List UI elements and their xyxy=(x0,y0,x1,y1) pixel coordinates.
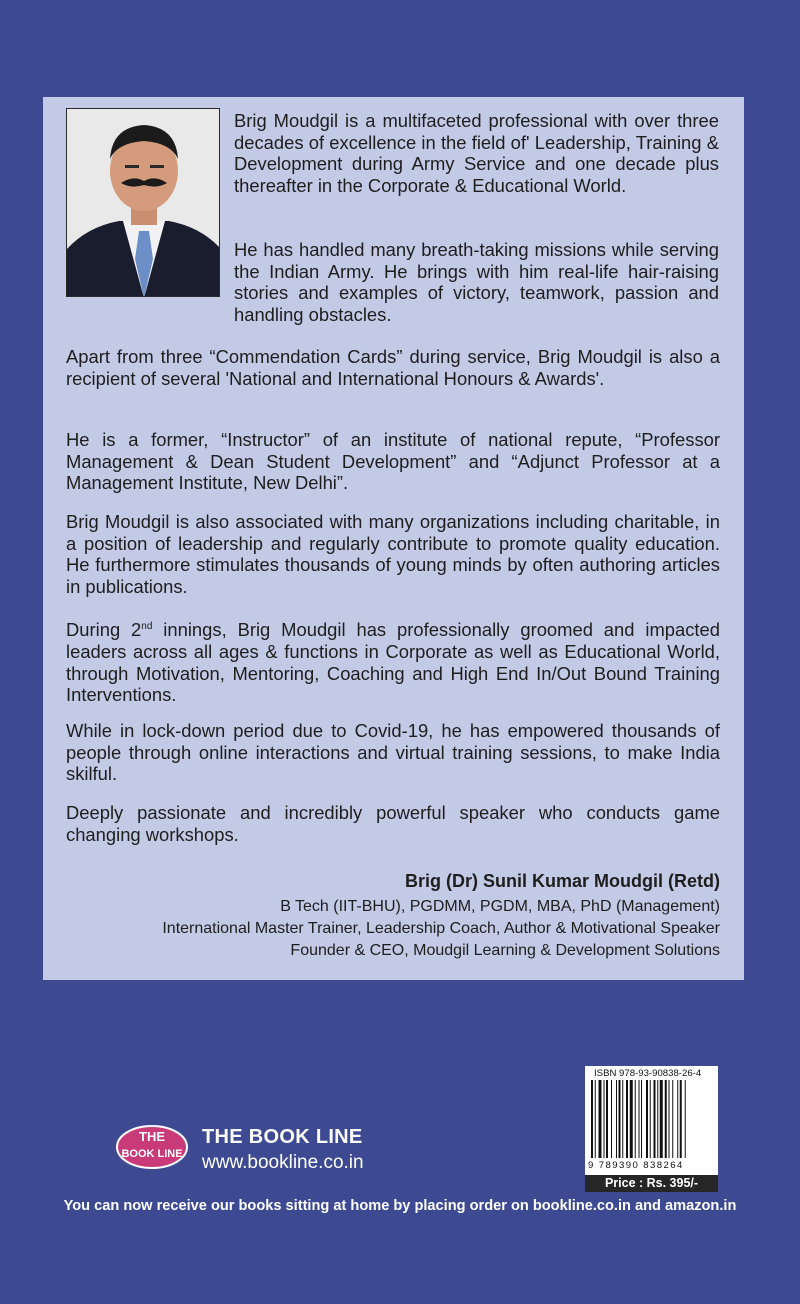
barcode-bar xyxy=(680,1080,682,1158)
bio-paragraph: Apart from three “Commendation Cards” during service, Brig Moudgil is also a recipient of several 'National and International Honours & Awards'. xyxy=(66,346,720,389)
barcode-bar xyxy=(635,1080,636,1158)
barcode-bar xyxy=(591,1080,593,1158)
barcode-bar xyxy=(654,1080,656,1158)
author-roles: International Master Trainer, Leadership Coach, Author & Motivational Speaker xyxy=(162,920,720,937)
innings-text-after: innings, Brig Moudgil has professionally groomed and impacted leaders across all ages & functions in Corporate as well as Educational World, through Motivation, Mentoring, Coaching and High End In/Out Bound Training Interventions. xyxy=(66,619,721,706)
logo-text-bottom: BOOK LINE xyxy=(121,1148,183,1160)
barcode-bar xyxy=(616,1080,617,1158)
barcode-bar xyxy=(646,1080,648,1158)
barcode-bar xyxy=(657,1080,658,1158)
author-position: Founder & CEO, Moudgil Learning & Development Solutions xyxy=(290,942,720,959)
barcode-bar xyxy=(641,1080,642,1158)
barcode-bar xyxy=(622,1080,623,1158)
barcode-bar xyxy=(626,1080,628,1158)
barcode-bar xyxy=(599,1080,602,1158)
barcode-bar xyxy=(595,1080,596,1158)
barcode-bar xyxy=(619,1080,621,1158)
order-note: You can now receive our books sitting at home by placing order on bookline.co.in and amazon.in xyxy=(63,1198,737,1214)
bio-paragraph: Brig Moudgil is a multifaceted professional with over three decades of excellence in the field of' Leadership, Training & Development during Army Service and one decade plus thereafter in the Corporate & Educational World. xyxy=(234,110,719,197)
bio-paragraph: While in lock-down period due to Covid-19, he has empowered thousands of people through online interactions and virtual training sessions, to make India skilful. xyxy=(66,720,720,785)
barcode-bar xyxy=(639,1080,640,1158)
innings-superscript: nd xyxy=(141,621,153,632)
barcode-bar xyxy=(650,1080,651,1158)
barcode-bar xyxy=(669,1080,670,1158)
barcode-bar xyxy=(660,1080,663,1158)
publisher-logo xyxy=(114,1117,190,1169)
bio-paragraph: Brig Moudgil is also associated with many organizations including charitable, in a position of leadership and regularly contribute to promote quality education. He furthermore stimulates thousands of young minds by often authoring articles in publications. xyxy=(66,511,720,598)
barcode-digits: 9 789390 838264 xyxy=(588,1160,684,1171)
bio-paragraph: He is a former, “Instructor” of an institute of national repute, “Professor Management & Dean Student Development” and “Adjunct Professor at a Management Institute, New Delhi”. xyxy=(66,429,720,494)
author-degrees: B Tech (IIT-BHU), PGDMM, PGDM, MBA, PhD (Management) xyxy=(280,898,720,915)
publisher-url: www.bookline.co.in xyxy=(202,1152,364,1173)
author-name: Brig (Dr) Sunil Kumar Moudgil (Retd) xyxy=(405,871,720,891)
barcode-bar xyxy=(604,1080,605,1158)
isbn-label: ISBN 978-93-90838-26-4 xyxy=(594,1068,702,1079)
barcode-bar xyxy=(672,1080,673,1158)
author-photo xyxy=(66,108,220,297)
barcode-bar xyxy=(665,1080,667,1158)
innings-text-before: During 2 xyxy=(66,619,142,641)
bio-paragraph: He has handled many breath-taking missions while serving the Indian Army. He brings with him real-life hair-raising stories and examples of victory, teamwork, passion and handling obstacles. xyxy=(234,239,719,326)
bio-paragraph: Deeply passionate and incredibly powerful speaker who conducts game changing workshops. xyxy=(66,802,720,845)
publisher-name: THE BOOK LINE xyxy=(202,1126,363,1148)
barcode-bar xyxy=(630,1080,633,1158)
barcode-bar xyxy=(606,1080,608,1158)
price-label: Price : Rs. 395/- xyxy=(585,1175,718,1192)
barcode-bar xyxy=(677,1080,678,1158)
barcode-bar xyxy=(611,1080,612,1158)
bio-paragraph-innings xyxy=(66,616,720,706)
logo-text-top: THE xyxy=(139,1129,165,1144)
barcode-bar xyxy=(685,1080,686,1158)
